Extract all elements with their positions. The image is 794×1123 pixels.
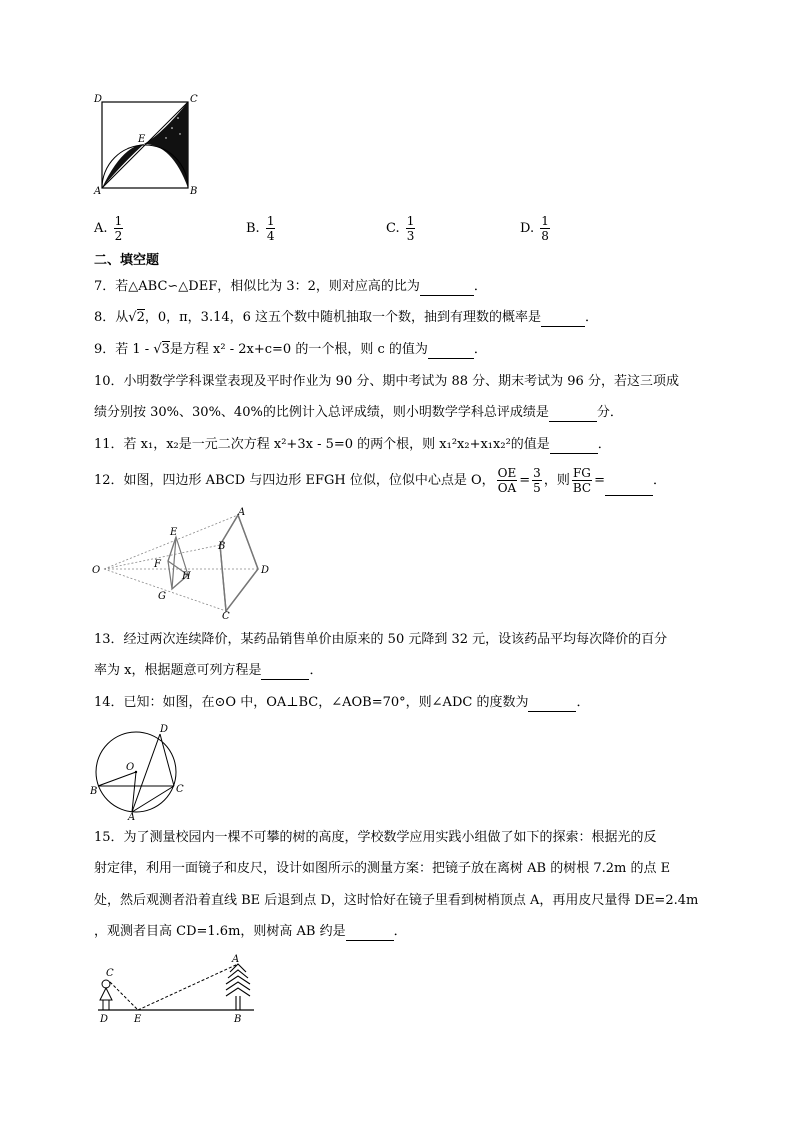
question-8: 8．从√2，0，π，3.14，6 这五个数中随机抽取一个数，抽到有理数的概率是 ． (94, 310, 599, 325)
q12-label-f: F (154, 559, 161, 570)
q12-label-d: D (261, 565, 270, 576)
q14-label-o: O (126, 762, 135, 773)
q15-label-b: B (234, 1014, 242, 1025)
q15-label-e: E (134, 1014, 142, 1025)
question-10-line-1: 10．小明数学学科课堂表现及平时作业为 90 分、期中考试为 88 分、期末考试为 96 分，若这三项成 (94, 374, 679, 389)
question-12: 12．如图，四边形 ABCD 与四边形 EFGH 位似，位似中心点是 O， $\frac{OE}{OA}$ = $\frac{3}{5}$ ，则 $\frac{FG}{BC}$ = ． (94, 466, 666, 495)
q12-label-e: E (170, 527, 178, 538)
q6-option-a: A. $\frac{1}{2}$ (94, 214, 123, 243)
q6-label-d: D (94, 94, 103, 105)
q6-option-c: C. $\frac{1}{3}$ (386, 214, 415, 243)
answer-blank[interactable] (420, 281, 474, 296)
answer-blank[interactable] (346, 926, 394, 941)
q6-option-b: B. $\frac{1}{4}$ (246, 214, 275, 243)
q6-label-b: B (190, 186, 198, 194)
q12-label-o: O (92, 565, 101, 576)
question-15-line-1: 15．为了测量校园内一棵不可攀的树的高度，学校数学应用实践小组做了如下的探索：根据光的反 (94, 830, 657, 845)
q15-label-a: A (232, 954, 240, 965)
q12-label-h: H (182, 571, 191, 582)
question-13-line-1: 13．经过两次连续降价，某药品销售单价由原来的 50 元降到 32 元，设该药品平均每次降价的百分 (94, 632, 668, 647)
answer-blank[interactable] (541, 312, 585, 327)
answer-blank[interactable] (605, 481, 653, 496)
sqrt-sign-icon: √ (128, 310, 137, 325)
question-9: 9．若 1 - √3是方程 x² - 2x+c=0 的一个根，则 c 的值为 ． (94, 342, 487, 357)
question-14: 14．已知：如图，在⊙O 中，OA⊥BC，∠AOB=70°，则∠ADC 的度数为 ． (94, 695, 590, 710)
q6-label-a: A (94, 186, 102, 194)
q6-label-c: C (190, 94, 198, 105)
q12-label-b: B (218, 541, 226, 552)
q15-figure (92, 952, 262, 1027)
q6-figure (92, 94, 202, 194)
question-7: 7．若△ABC∽△DEF，相似比为 3：2，则对应高的比为 ． (94, 279, 487, 294)
section-title: 二、填空题 (94, 253, 160, 268)
q14-label-d: D (160, 724, 169, 735)
q15-label-c: C (106, 968, 114, 979)
q12-figure (88, 505, 278, 620)
answer-blank[interactable] (528, 697, 576, 712)
answer-blank[interactable] (261, 665, 309, 680)
answer-blank[interactable] (549, 407, 597, 422)
q14-label-b: B (90, 786, 98, 797)
sqrt-sign-icon: √ (153, 342, 162, 357)
question-15-line-2: 射定律，利用一面镜子和皮尺，设计如图所示的测量方案：把镜子放在离树 AB 的树根 7.2m 的点 E (94, 861, 671, 876)
question-15-line-3: 处，然后观测者沿着直线 BE 后退到点 D，这时恰好在镜子里看到树梢顶点 A，再用皮尺量得 DE=2.4m (94, 893, 699, 908)
answer-blank[interactable] (428, 344, 474, 359)
q12-label-g: G (158, 591, 166, 602)
q6-option-d: D. $\frac{1}{8}$ (520, 214, 549, 243)
q12-label-c: C (222, 611, 230, 620)
answer-blank[interactable] (550, 439, 598, 454)
q12-label-a: A (238, 507, 246, 518)
q15-label-d: D (100, 1014, 109, 1025)
q6-label-e: E (138, 134, 146, 145)
question-13-line-2: 率为 x，根据题意可列方程是 ． (94, 663, 323, 678)
question-15-line-4: ，观测者目高 CD=1.6m，则树高 AB 约是 ． (94, 924, 407, 939)
question-10-line-2: 绩分别按 30%、30%、40%的比例计入总评成绩，则小明数学学科总评成绩是 分． (94, 405, 623, 420)
q14-figure (90, 720, 186, 820)
q14-label-c: C (176, 784, 184, 795)
q14-label-a: A (128, 812, 136, 820)
question-11: 11．若 x₁，x₂是一元二次方程 x²+3x - 5=0 的两个根，则 x₁²x₂+x₁x₂²的值是 ． (94, 437, 611, 452)
